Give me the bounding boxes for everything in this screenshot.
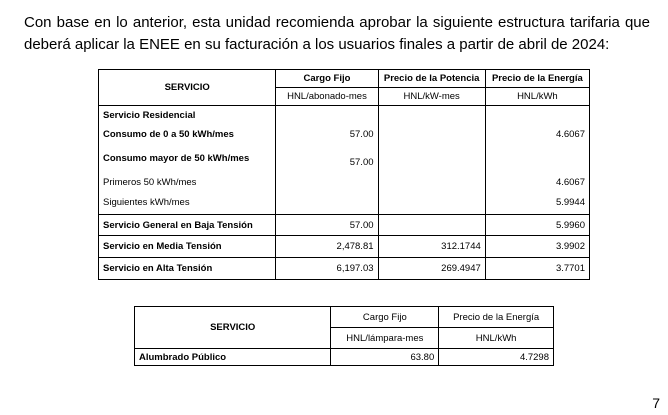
- row-cargo: 6,197.03: [276, 258, 378, 280]
- header-potencia: Precio de la Potencia: [378, 70, 485, 88]
- row-cargo: 57.00: [276, 215, 378, 236]
- consumo-mayor-50-label: Consumo mayor de 50 kWh/mes: [103, 153, 250, 164]
- row-label: Servicio en Alta Tensión: [99, 258, 276, 280]
- alumbrado-energia: 4.7298: [439, 349, 554, 366]
- t2-unit-energia: HNL/kWh: [439, 328, 554, 349]
- residencial-title: Servicio Residencial: [103, 110, 196, 121]
- residencial-labels: [99, 106, 276, 215]
- row-energia: 5.9960: [485, 215, 589, 236]
- residencial-row: [99, 106, 590, 215]
- alumbrado-cargo: 63.80: [331, 349, 439, 366]
- row-label: Servicio General en Baja Tensión: [99, 215, 276, 236]
- row-potencia: 312.1744: [378, 236, 485, 258]
- header-servicio: SERVICIO: [99, 70, 276, 106]
- unit-energia: HNL/kWh: [485, 88, 589, 106]
- t2-header-cargo-fijo: Cargo Fijo: [331, 307, 439, 328]
- primeros-energia: 4.6067: [555, 177, 585, 188]
- row-label: Servicio en Media Tensión: [99, 236, 276, 258]
- row-potencia: [378, 215, 485, 236]
- alumbrado-table: [134, 306, 554, 366]
- consumo-0-50-label: Consumo de 0 a 50 kWh/mes: [103, 129, 234, 140]
- table-row: [99, 215, 590, 236]
- siguientes-label: Siguientes kWh/mes: [103, 197, 190, 208]
- header-cargo-fijo: Cargo Fijo: [276, 70, 378, 88]
- page-number: 7: [652, 395, 660, 411]
- intro-paragraph: Con base en lo anterior, esta unidad recomienda aprobar la siguiente estructura tarifaria que deberá aplicar la ENEE en su facturación a los usuarios finales a partir de abril de 2024:: [24, 14, 650, 53]
- header-energia: Precio de la Energía: [485, 70, 589, 88]
- unit-cargo-fijo: HNL/abonado-mes: [276, 88, 378, 106]
- t2-header-energia: Precio de la Energía: [439, 307, 554, 328]
- table-row: [99, 258, 590, 280]
- table-row: [99, 236, 590, 258]
- consumo-0-50-cargo: 57.00: [349, 129, 374, 140]
- row-energia: 3.7701: [485, 258, 589, 280]
- row-cargo: 2,478.81: [276, 236, 378, 258]
- primeros-label: Primeros 50 kWh/mes: [103, 177, 197, 188]
- table-row: [135, 349, 554, 366]
- residencial-potencia: [378, 106, 485, 215]
- t2-unit-cargo-fijo: HNL/lámpara-mes: [331, 328, 439, 349]
- unit-potencia: HNL/kW-mes: [378, 88, 485, 106]
- row-energia: 3.9902: [485, 236, 589, 258]
- row-potencia: 269.4947: [378, 258, 485, 280]
- residencial-energia: [485, 106, 589, 215]
- consumo-0-50-energia: 4.6067: [555, 129, 585, 140]
- alumbrado-label: Alumbrado Público: [135, 349, 331, 366]
- siguientes-energia: 5.9944: [555, 197, 585, 208]
- consumo-mayor-50-cargo: 57.00: [349, 157, 374, 168]
- tariff-table: [98, 69, 590, 280]
- residencial-cargo: [276, 106, 378, 215]
- t2-header-servicio: SERVICIO: [135, 307, 331, 349]
